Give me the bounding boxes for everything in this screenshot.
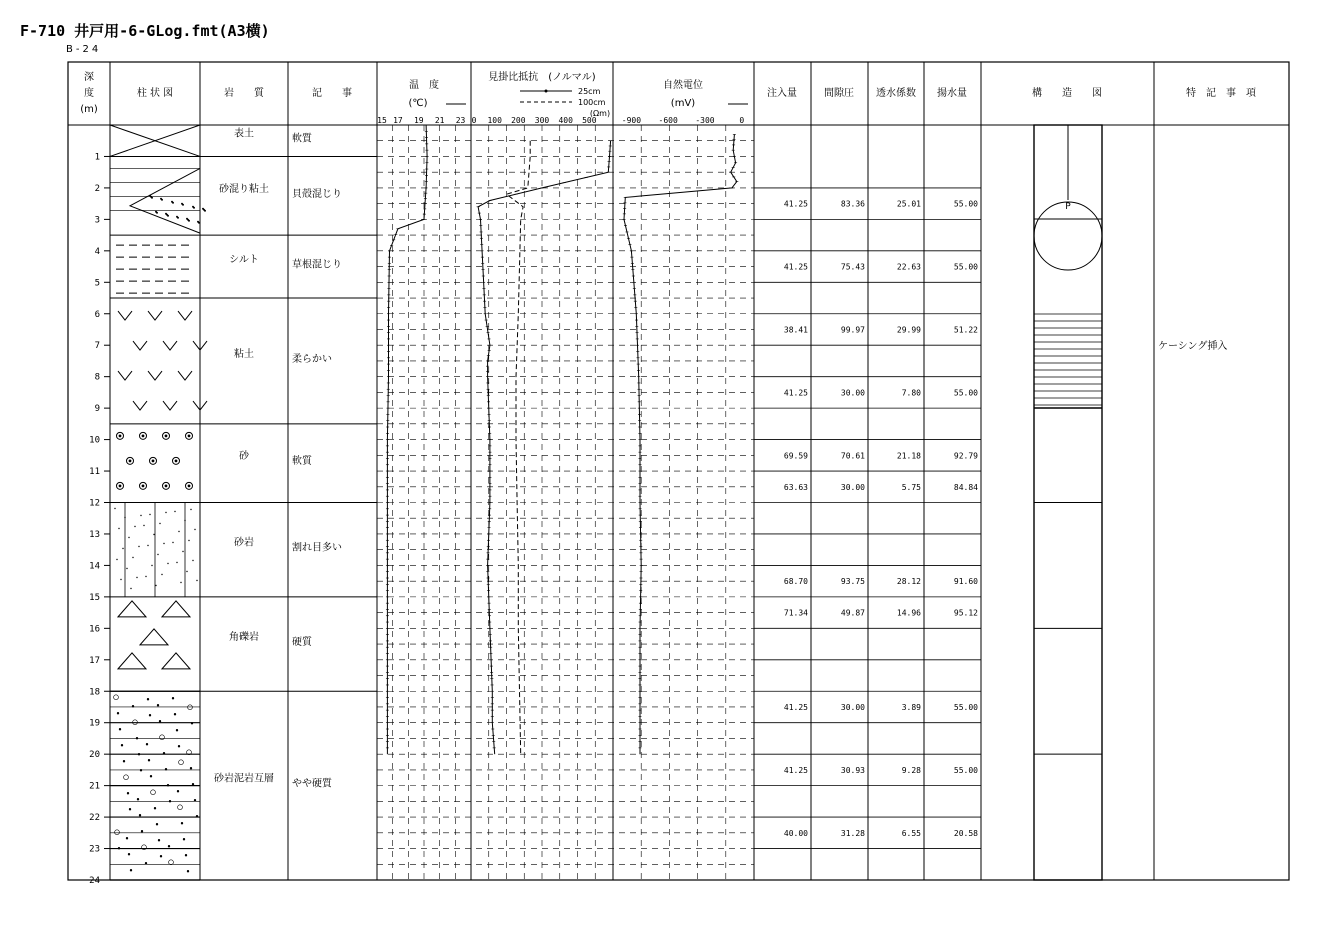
document-title: F-710 井戸用-6-GLog.fmt(A3横) [20, 22, 270, 40]
special-note: ケーシング挿入 [1158, 341, 1228, 353]
pumping-value: 95.12 [953, 608, 978, 618]
resist-scale-label: 500 [582, 116, 597, 125]
header-special-notes: 特 記 事 項 [1186, 88, 1256, 99]
pattern-dot [179, 760, 184, 765]
pattern-dot [163, 543, 164, 544]
header-temperature-unit: (℃) [408, 98, 428, 109]
soil-note: 貝殻混じり [292, 188, 342, 200]
pattern-dot [187, 870, 189, 872]
pattern-dot [190, 509, 191, 510]
injection-value: 41.25 [783, 702, 808, 712]
pattern-dot [130, 588, 131, 589]
pattern-triangle [118, 601, 146, 617]
pattern-dot [172, 542, 173, 543]
pattern-dot [129, 808, 131, 810]
depth-tick-label: 8 [94, 372, 100, 383]
temp-scale-label: 21 [434, 116, 445, 125]
header-injection: 注入量 [767, 88, 797, 99]
pattern-wave [163, 401, 177, 410]
resist-scale-label: 200 [511, 116, 526, 125]
pattern-dot [172, 202, 174, 204]
soil-name: 粘土 [234, 348, 254, 360]
soil-note: 割れ目多い [292, 542, 342, 554]
pattern-circle-core [165, 484, 168, 487]
resist-scale-label: 400 [558, 116, 573, 125]
pattern-cross [110, 125, 200, 156]
depth-tick-label: 22 [89, 813, 100, 824]
pattern-circle-core [142, 434, 145, 437]
pattern-dot [137, 798, 139, 800]
pattern-wave [118, 311, 132, 320]
pattern-dot [167, 215, 169, 217]
temp-scale-label: 17 [393, 116, 403, 125]
pattern-dot [159, 523, 160, 524]
legend-25cm: 25cm [578, 87, 601, 96]
depth-tick-label: 5 [94, 278, 100, 289]
pattern-dot [149, 714, 151, 716]
pore-pressure-value: 99.97 [840, 325, 865, 335]
pattern-circle-core [175, 459, 178, 462]
pattern-dot [169, 800, 171, 802]
pattern-dot [169, 860, 174, 865]
pattern-dot [178, 745, 180, 747]
permeability-value: 22.63 [896, 262, 921, 272]
header-structure: 構 造 図 [1032, 88, 1102, 99]
pumping-value: 55.00 [953, 388, 978, 398]
pattern-dash [116, 245, 194, 293]
soil-note: 硬質 [292, 637, 312, 649]
pattern-dot [124, 775, 129, 780]
pattern-circle-core [119, 434, 122, 437]
pattern-dot [147, 698, 149, 700]
pattern-triangle [118, 601, 190, 669]
pattern-dot [156, 212, 158, 214]
pumping-value: 55.00 [953, 702, 978, 712]
pore-pressure-value: 75.43 [840, 262, 865, 272]
temp-scale-label: 15 [377, 116, 387, 125]
table-text [214, 127, 1227, 838]
curve-1-0 [478, 141, 610, 755]
injection-value: 69.59 [783, 451, 808, 461]
pattern-dot [143, 525, 144, 526]
resist-scale-label: 300 [534, 116, 550, 125]
soil-name: 砂混り粘土 [219, 183, 269, 195]
pattern-dot [145, 576, 146, 577]
pattern-dot [155, 585, 156, 586]
injection-value: 63.63 [783, 482, 808, 492]
pattern-dot [118, 847, 120, 849]
pattern-dot [149, 514, 150, 515]
pattern-dot [176, 562, 177, 563]
depth-tick-label: 24 [89, 876, 100, 886]
pattern-dot [157, 554, 158, 555]
header-soil: 岩 質 [224, 88, 264, 99]
header-depth: 深 [84, 72, 94, 83]
sp-scale-label: -900 [621, 116, 642, 125]
pattern-dot [123, 760, 125, 762]
pattern-wave [163, 341, 177, 350]
pattern-circle-core [188, 484, 191, 487]
pattern-circle-core [165, 434, 168, 437]
pattern-dot [178, 805, 183, 810]
pore-pressure-value: 30.00 [840, 482, 865, 492]
pattern-triangle [162, 653, 190, 669]
pore-pressure-value: 30.00 [840, 702, 865, 712]
pattern-dot [177, 790, 179, 792]
depth-tick-label: 23 [89, 844, 100, 855]
pattern-alternating [110, 691, 200, 880]
pumping-value: 55.00 [953, 765, 978, 775]
soil-name: 砂岩泥岩互層 [214, 773, 274, 785]
pattern-dot [157, 704, 159, 706]
temp-scale-label: 19 [413, 116, 424, 125]
pattern-dot [192, 560, 193, 561]
pattern-dot [192, 783, 194, 785]
header-resistivity: 見掛比抵抗 (ノルマル) [488, 72, 596, 83]
depth-tick-label: 7 [94, 341, 100, 352]
depth-tick-label: 9 [94, 404, 100, 415]
pattern-dot [128, 537, 129, 538]
pattern-dot [165, 768, 167, 770]
pattern-dot [128, 853, 130, 855]
pattern-dot [184, 520, 185, 521]
depth-tick-label: 21 [89, 781, 100, 792]
pattern-dot [172, 697, 174, 699]
permeability-value: 29.99 [896, 325, 921, 335]
pattern-dot [151, 565, 152, 566]
pattern-dot [132, 705, 134, 707]
pattern-dot [147, 545, 148, 546]
pattern-dot [191, 722, 193, 724]
pattern-dot [181, 822, 183, 824]
pattern-dot [136, 737, 138, 739]
pattern-dot [204, 210, 206, 212]
pattern-dot [182, 204, 184, 206]
pattern-dot [194, 529, 195, 530]
depth-tick-label: 20 [89, 750, 100, 761]
depth-tick-label: 4 [94, 246, 100, 257]
pattern-triangle [118, 653, 146, 669]
pattern-wave [148, 371, 162, 380]
pattern-dot [163, 752, 165, 754]
injection-value: 41.25 [783, 388, 808, 398]
pattern-wave [133, 401, 147, 410]
pattern-dot [145, 862, 147, 864]
header-row [80, 70, 1256, 125]
header-column-diagram: 柱 状 図 [136, 88, 174, 99]
pattern-dot [114, 695, 119, 700]
pattern-dot [158, 839, 160, 841]
resist-scale-label: 0 [471, 116, 477, 125]
pattern-dot [126, 837, 128, 839]
soil-name: 表土 [234, 128, 254, 140]
pattern-dot [176, 729, 178, 731]
soil-note: 軟質 [292, 133, 312, 145]
soil-name: シルト [229, 254, 259, 266]
sp-scale-label: 0 [739, 116, 745, 125]
depth-tick-label: 12 [89, 498, 100, 509]
pattern-dot [186, 571, 187, 572]
pattern-dot [198, 222, 200, 224]
pattern-dot [160, 735, 165, 740]
depth-tick-label: 1 [94, 152, 100, 163]
pore-pressure-value: 30.93 [840, 765, 865, 775]
header-pore-pressure: 間隙圧 [824, 88, 854, 99]
pump-label: P [1065, 202, 1071, 212]
pattern-dot [154, 807, 156, 809]
permeability-value: 28.12 [896, 577, 921, 587]
pattern-dot [190, 767, 192, 769]
permeability-value: 21.18 [896, 451, 921, 461]
pattern-circle-core [188, 434, 191, 437]
pattern-dot [141, 830, 143, 832]
pattern-dot [116, 559, 117, 560]
pattern-dot [153, 534, 154, 535]
pattern-wave [118, 311, 207, 410]
injection-value: 41.25 [783, 199, 808, 209]
pattern-circle-core [142, 484, 145, 487]
permeability-value: 25.01 [896, 199, 921, 209]
depth-tick-label: 15 [89, 592, 100, 603]
pattern-dot [165, 512, 166, 513]
pattern-triangle [140, 629, 168, 645]
pattern-wedge [130, 168, 200, 233]
pattern-dot [174, 511, 175, 512]
pattern-dot [121, 744, 123, 746]
depth-tick-label: 13 [89, 529, 100, 540]
pattern-dot [180, 582, 181, 583]
permeability-value: 7.80 [901, 388, 921, 398]
pore-pressure-value: 70.61 [840, 451, 865, 461]
pattern-dot [114, 508, 115, 509]
curve-1-1 [507, 141, 531, 755]
header-depth: 度 [84, 88, 94, 99]
pattern-dot [119, 728, 121, 730]
pattern-circle [117, 432, 193, 489]
pore-pressure-value: 83.36 [840, 199, 865, 209]
pattern-dot [156, 823, 158, 825]
pattern-dot [122, 548, 123, 549]
pattern-wave [118, 371, 132, 380]
pumping-value: 91.60 [953, 577, 978, 587]
pattern-dot [150, 775, 152, 777]
pattern-triangle [162, 601, 190, 617]
pattern-circle-core [119, 484, 122, 487]
pore-pressure-value: 30.00 [840, 388, 865, 398]
pattern-dot [160, 855, 162, 857]
header-depth: (m) [80, 104, 98, 115]
pattern-wave [178, 371, 192, 380]
soil-note: やや硬質 [292, 778, 332, 790]
pattern-dot [127, 792, 129, 794]
soil-name: 砂岩 [234, 537, 254, 549]
depth-tick-label: 2 [94, 183, 100, 194]
injection-value: 68.70 [783, 577, 808, 587]
pattern-dot [140, 515, 141, 516]
injection-value: 41.25 [783, 262, 808, 272]
depth-tick-label: 17 [89, 655, 100, 666]
header-note: 記 事 [312, 88, 352, 99]
temp-scale-label: 23 [455, 116, 466, 125]
pattern-dot [146, 743, 148, 745]
soil-name: 角礫岩 [229, 632, 259, 644]
pore-pressure-value: 31.28 [840, 828, 865, 838]
pattern-dot [117, 712, 119, 714]
header-resistivity-unit: (Ωm) [589, 109, 611, 118]
permeability-value: 3.89 [901, 702, 921, 712]
header-sp-unit: (mV) [670, 98, 696, 109]
pumping-value: 20.58 [953, 828, 978, 838]
pattern-wave [133, 341, 147, 350]
depth-tick-label: 16 [89, 624, 100, 635]
pattern-dot [151, 790, 156, 795]
pattern-dot [124, 517, 125, 518]
pattern-dot [177, 217, 179, 219]
pattern-dot [159, 720, 161, 722]
borehole-id: B-24 [66, 44, 102, 55]
header-permeability: 透水係数 [876, 88, 916, 99]
pumping-value: 55.00 [953, 199, 978, 209]
pattern-dot [188, 540, 189, 541]
structure-diagram [1034, 125, 1102, 880]
pattern-dot [138, 546, 139, 547]
depth-tick-label: 18 [89, 687, 100, 698]
pattern-dot [161, 574, 162, 575]
injection-value: 71.34 [783, 608, 808, 618]
pattern-dot [126, 568, 127, 569]
permeability-value: 9.28 [901, 765, 921, 775]
pattern-dot [194, 799, 196, 801]
pattern-dot [183, 838, 185, 840]
pumping-value: 84.84 [953, 482, 978, 492]
pattern-dot [134, 526, 135, 527]
pattern-dot [196, 580, 197, 581]
soil-note: 草根混じり [292, 259, 342, 271]
pattern-dot [115, 830, 120, 835]
pattern-wave [148, 311, 162, 320]
pattern-dot [120, 579, 121, 580]
pattern-dot [182, 551, 183, 552]
pattern-dot [138, 753, 140, 755]
legend-marker-25cm [545, 90, 548, 93]
pattern-dot [168, 845, 170, 847]
pattern-dot [161, 199, 163, 201]
pattern-dot [174, 713, 176, 715]
resist-scale-label: 100 [487, 116, 502, 125]
legend-100cm: 100cm [578, 98, 606, 107]
depth-tick-label: 14 [89, 561, 100, 572]
pattern-dot [167, 563, 168, 564]
header-temperature: 温 度 [409, 80, 439, 91]
pattern-dot [151, 197, 153, 199]
pore-pressure-value: 49.87 [840, 608, 865, 618]
depth-tick-label: 11 [89, 467, 100, 478]
pattern-dot [132, 557, 133, 558]
injection-value: 38.41 [783, 325, 808, 335]
depth-tick-label: 19 [89, 718, 100, 729]
pattern-dot [148, 759, 150, 761]
pore-pressure-value: 93.75 [840, 577, 865, 587]
depth-tick-label: 6 [94, 309, 100, 320]
pumping-value: 51.22 [953, 325, 978, 335]
injection-value: 41.25 [783, 765, 808, 775]
pattern-dot [118, 528, 119, 529]
permeability-value: 14.96 [896, 608, 921, 618]
injection-value: 40.00 [783, 828, 808, 838]
sp-scale-label: -600 [658, 116, 678, 125]
pattern-dots [114, 503, 197, 597]
header-sp: 自然電位 [663, 80, 703, 91]
pump-body [1034, 202, 1102, 270]
permeability-value: 5.75 [901, 482, 921, 492]
depth-tick-label: 10 [89, 435, 100, 446]
soil-name: 砂 [239, 451, 249, 463]
pattern-dot [188, 220, 190, 222]
pumping-value: 92.79 [953, 451, 978, 461]
sp-scale-label: -300 [695, 116, 715, 125]
header-pumping: 揚水量 [937, 88, 967, 99]
pattern-dot [140, 769, 142, 771]
pattern-dot [196, 815, 198, 817]
permeability-value: 6.55 [901, 828, 921, 838]
pattern-dot [136, 577, 137, 578]
soil-note: 柔らかい [292, 353, 332, 365]
depth-tick-label: 3 [94, 215, 100, 226]
pattern-dot [178, 531, 179, 532]
pattern-dot [167, 784, 169, 786]
pattern-wave [178, 311, 192, 320]
pattern-dot [130, 869, 132, 871]
pattern-dot [185, 854, 187, 856]
pattern-dot [193, 207, 195, 209]
soil-note: 軟質 [292, 456, 312, 468]
pattern-wedge [110, 168, 206, 233]
pattern-circle-core [152, 459, 155, 462]
pattern-dot [139, 814, 141, 816]
pumping-value: 55.00 [953, 262, 978, 272]
pattern-circle-core [129, 459, 132, 462]
